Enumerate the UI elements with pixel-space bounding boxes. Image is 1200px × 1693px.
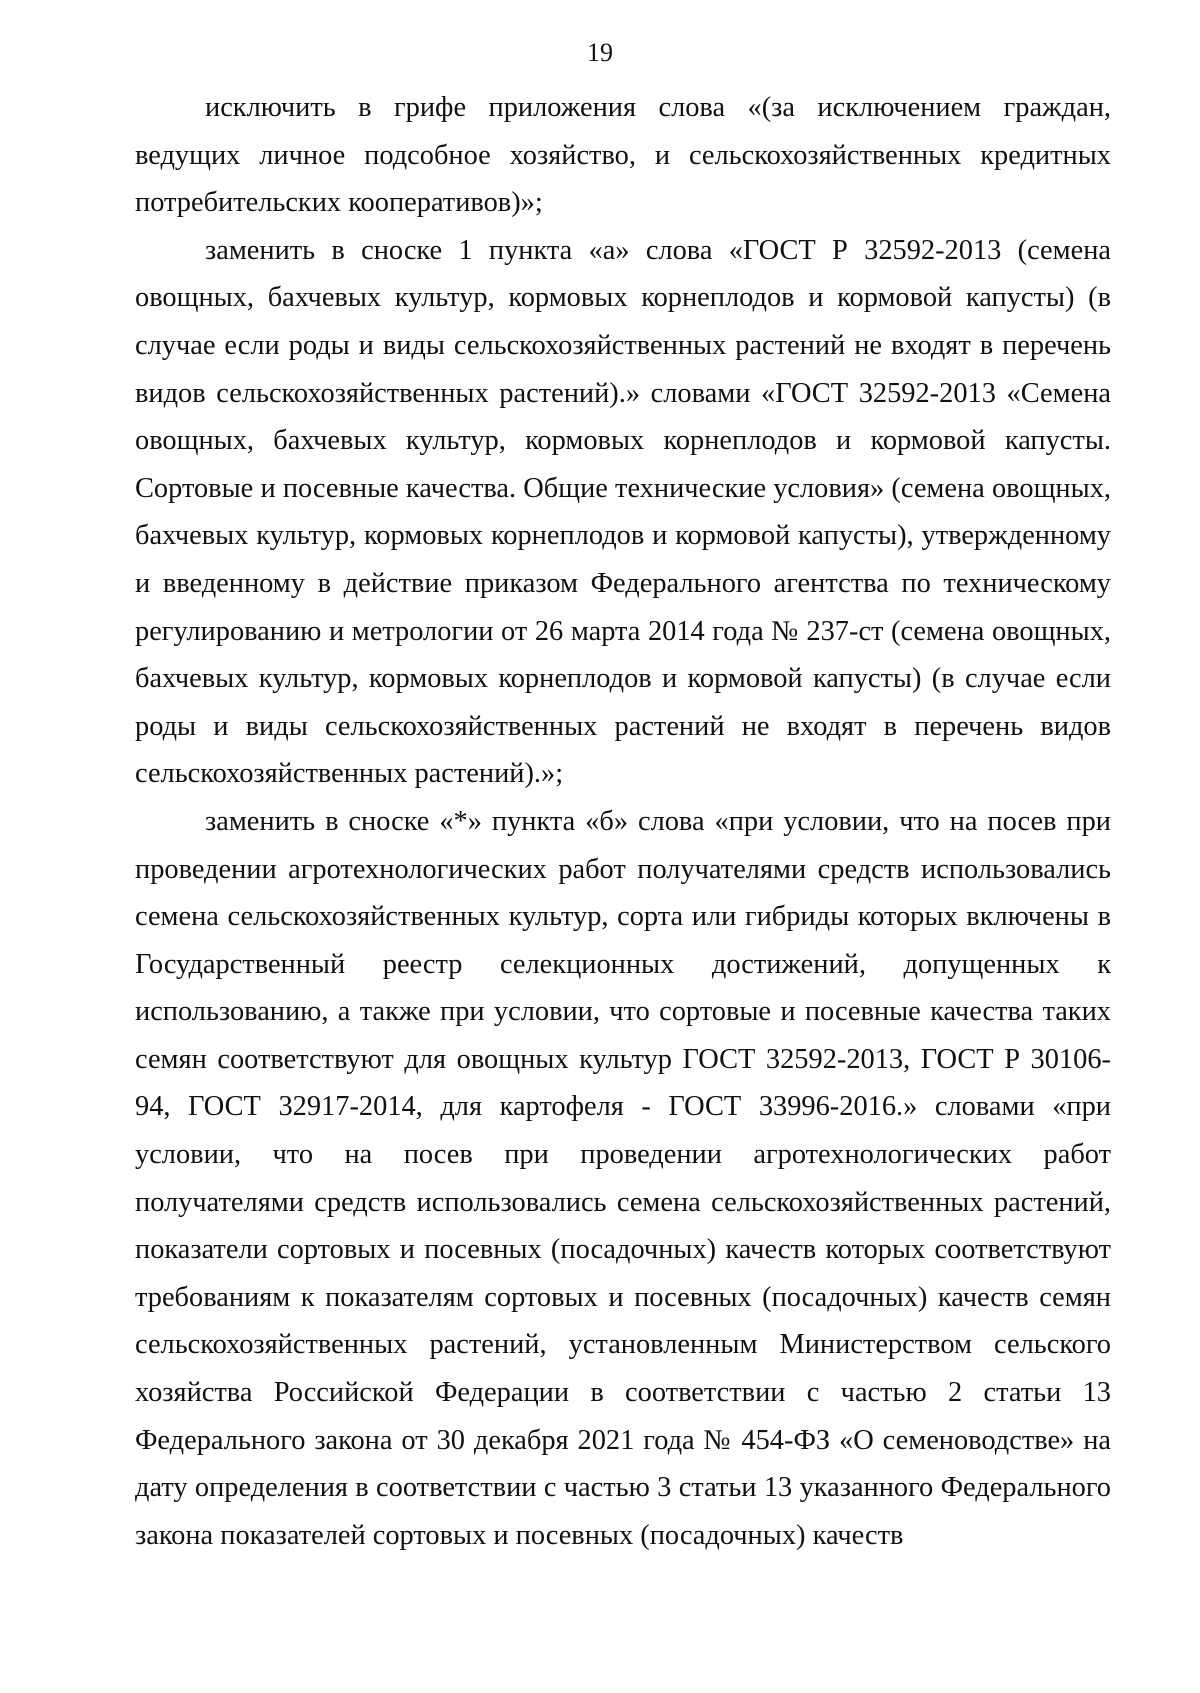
page-number: 19 (587, 38, 613, 67)
paragraph-1: исключить в грифе приложения слова «(за исключением граждан, ведущих личное подсобное хозяйство, и сельскохозяйственных кредитных потребительских кооперативов)»; (135, 92, 1111, 219)
paragraph-3: заменить в сноске «*» пункта «б» слова «при условии, что на посев при проведении агротехнологических работ получателями средств использовались семена сельскохозяйственных культур, сорта или гибриды которых включены в Государственный реестр селекционных достижений, допущенных к использованию, а также при условии, что сортовые и посевные качества таких семян соответствуют для овощных культур ГОСТ 32592-2013, ГОСТ Р 30106-94, ГОСТ 32917-2014, для картофеля - ГОСТ 33996-2016.» словами «при условии, что на посев при проведении агротехнологических работ получателями средств использовались семена сельскохозяйственных растений, показатели сортовых и посевных (посадочных) качеств которых соответствуют требованиям к показателям сортовых и посевных (посадочных) качеств семян сельскохозяйственных растений, установленным Министерством сельского хозяйства Российской Федерации в соответствии с частью 2 статьи 13 Федерального закона от 30 декабря 2021 года № 454-ФЗ «О семеноводстве» на дату определения в соответствии с частью 3 статьи 13 указанного Федерального закона показателей сортовых и посевных (посадочных) качеств (135, 805, 1111, 1551)
document-body (135, 84, 1111, 1559)
paragraph-2: заменить в сноске 1 пункта «а» слова «ГОСТ Р 32592-2013 (семена овощных, бахчевых культур, кормовых корнеплодов и кормовой капусты) (в случае если роды и виды сельскохозяйственных растений не входят в перечень видов сельскохозяйственных растений).» словами «ГОСТ 32592-2013 «Семена овощных, бахчевых культур, кормовых корнеплодов и кормовой капусты. Сортовые и посевные качества. Общие технические условия» (семена овощных, бахчевых культур, кормовых корнеплодов и кормовой капусты), утвержденному и введенному в действие приказом Федерального агентства по техническому регулированию и метрологии от 26 марта 2014 года № 237-ст (семена овощных, бахчевых культур, кормовых корнеплодов и кормовой капусты) (в случае если роды и виды сельскохозяйственных растений не входят в перечень видов сельскохозяйственных растений).»; (135, 234, 1111, 790)
